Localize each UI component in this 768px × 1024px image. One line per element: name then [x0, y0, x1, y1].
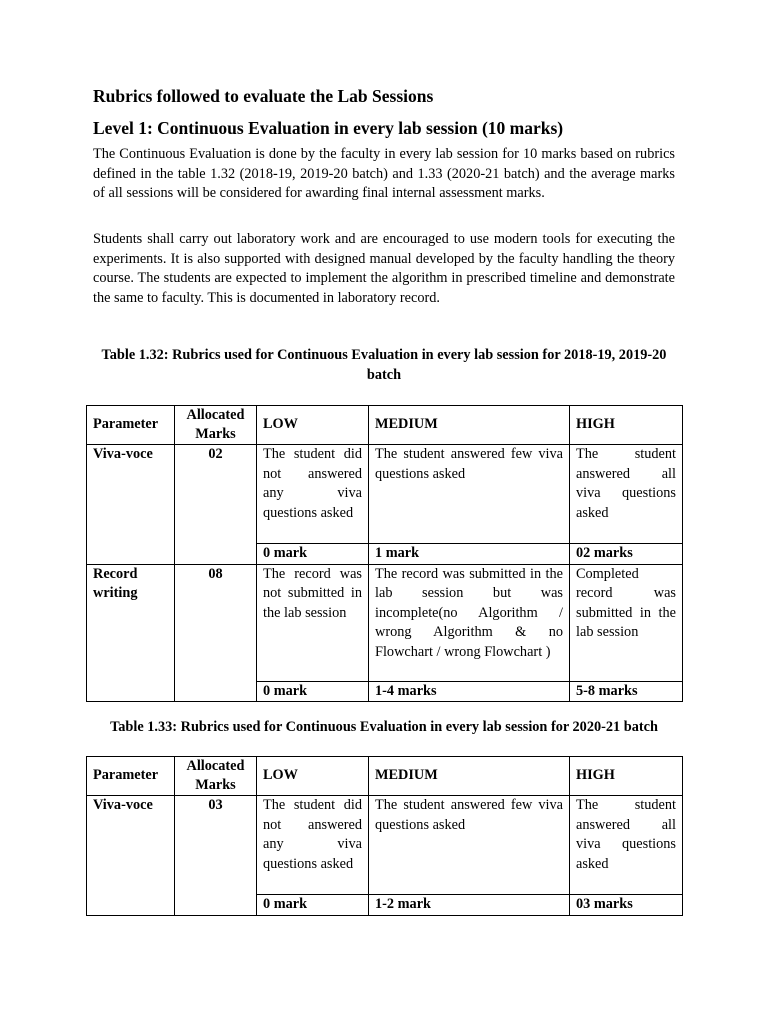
row-medium-description: The student answered few viva questions asked: [369, 445, 570, 544]
row-low-description: The student did not answered any viva questions asked: [257, 796, 369, 895]
row-medium-description: The student answered few viva questions asked: [369, 796, 570, 895]
rubrics-table-2020-2021: [86, 756, 683, 916]
row-allocated-marks: 02: [175, 445, 257, 565]
header-high: HIGH: [570, 406, 683, 445]
row-low-score: 0 mark: [257, 681, 369, 702]
header-low: LOW: [257, 406, 369, 445]
table-header-row: [87, 406, 683, 445]
row-high-description: The student answered all viva questions asked: [570, 445, 683, 544]
row-low-description: The record was not submitted in the lab session: [257, 564, 369, 681]
page-heading: Rubrics followed to evaluate the Lab Sessions: [93, 86, 434, 106]
row-high-description: The student answered all viva questions asked: [570, 796, 683, 895]
row-high-score: 02 marks: [570, 544, 683, 565]
row-parameter: Record writing: [87, 564, 175, 702]
row-high-score: 5-8 marks: [570, 681, 683, 702]
row-low-score: 0 mark: [257, 895, 369, 916]
row-allocated-marks: 08: [175, 564, 257, 702]
row-medium-score: 1 mark: [369, 544, 570, 565]
row-high-description: Completed record was submitted in the lab session: [570, 564, 683, 681]
paragraph-lab-work: Students shall carry out laboratory work and are encouraged to use modern tools for executing the experiments. It is also supported with designed manual developed by the faculty handling the theory course. The students are expected to implement the algorithm in prescribed timeline and demonstrate the same to faculty. This is documented in laboratory record.: [93, 231, 675, 306]
section-subheading: Level 1: Continuous Evaluation in every lab session (10 marks): [93, 118, 564, 138]
table-row: [87, 796, 683, 895]
header-high: HIGH: [570, 757, 683, 796]
header-medium: MEDIUM: [369, 406, 570, 445]
row-medium-description: The record was submitted in the lab session but was incomplete(no Algorithm / wrong Algorithm & no Flowchart / wrong Flowchart ): [369, 564, 570, 681]
header-parameter: Parameter: [87, 406, 175, 445]
row-medium-score: 1-4 marks: [369, 681, 570, 702]
table-row: [87, 564, 683, 681]
rubrics-table-2018-2020: [86, 405, 683, 702]
row-low-description: The student did not answered any viva questions asked: [257, 445, 369, 544]
header-allocated-marks: Allocated Marks: [175, 757, 257, 796]
header-allocated-marks: Allocated Marks: [175, 406, 257, 445]
table-header-row: [87, 757, 683, 796]
row-high-score: 03 marks: [570, 895, 683, 916]
row-parameter: Viva-voce: [87, 445, 175, 565]
row-allocated-marks: 03: [175, 796, 257, 916]
row-medium-score: 1-2 mark: [369, 895, 570, 916]
table-caption-1-33: Table 1.33: Rubrics used for Continuous Evaluation in every lab session for 2020-21 batch: [110, 719, 658, 735]
paragraph-continuous-evaluation: The Continuous Evaluation is done by the faculty in every lab session for 10 marks based on rubrics defined in the table 1.32 (2018-19, 2019-20 batch) and 1.33 (2020-21 batch) and the average marks of all sessions will be considered for awarding final internal assessment marks.: [93, 146, 675, 201]
table-row: [87, 445, 683, 544]
header-medium: MEDIUM: [369, 757, 570, 796]
row-parameter: Viva-voce: [87, 796, 175, 916]
header-low: LOW: [257, 757, 369, 796]
table-caption-1-32: Table 1.32: Rubrics used for Continuous Evaluation in every lab session for 2018-19, 2019-20 batch: [101, 347, 667, 383]
row-low-score: 0 mark: [257, 544, 369, 565]
header-parameter: Parameter: [87, 757, 175, 796]
